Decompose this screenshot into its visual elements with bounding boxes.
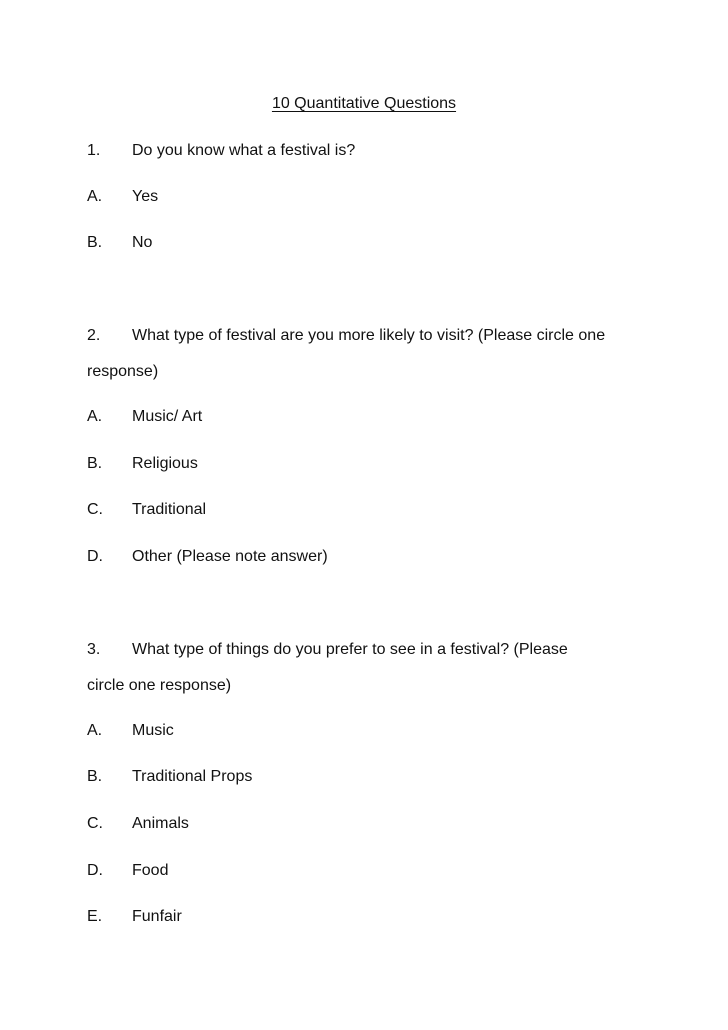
option-text: No	[132, 234, 153, 251]
option-letter: B.	[87, 455, 103, 472]
question-3-option-a	[87, 721, 174, 741]
document-title	[0, 94, 728, 114]
question-text-line-2: circle one response)	[87, 677, 232, 694]
option-letter: E.	[87, 908, 103, 925]
question-2-continuation	[87, 362, 158, 382]
option-letter: B.	[87, 234, 103, 251]
option-text: Traditional	[132, 501, 207, 518]
question-2	[87, 326, 605, 346]
option-text: Religious	[132, 455, 198, 472]
question-3	[87, 640, 568, 660]
question-3-option-c	[87, 814, 189, 834]
question-3-option-d	[87, 861, 168, 881]
option-letter: C.	[87, 501, 103, 518]
question-3-option-e	[87, 907, 182, 927]
option-letter: D.	[87, 548, 103, 565]
option-letter: D.	[87, 862, 103, 879]
option-letter: A.	[87, 188, 103, 205]
question-2-option-b	[87, 454, 198, 474]
question-text-line-1: What type of things do you prefer to see in a festival? (Please	[132, 641, 568, 658]
question-2-option-c	[87, 500, 206, 520]
question-number: 1.	[87, 142, 101, 159]
question-2-option-a	[87, 407, 202, 427]
option-letter: B.	[87, 768, 103, 785]
question-text: Do you know what a festival is?	[132, 142, 356, 159]
question-1-option-b	[87, 233, 152, 253]
option-letter: A.	[87, 722, 103, 739]
question-1-option-a	[87, 187, 158, 207]
option-text: Other (Please note answer)	[132, 548, 328, 565]
option-letter: A.	[87, 408, 103, 425]
question-2-option-d	[87, 547, 328, 567]
option-text: Music	[132, 722, 174, 739]
option-text: Traditional Props	[132, 768, 253, 785]
option-letter: C.	[87, 815, 103, 832]
option-text: Food	[132, 862, 169, 879]
option-text: Funfair	[132, 908, 182, 925]
question-1	[87, 141, 355, 161]
question-text-line-1: What type of festival are you more likely to visit? (Please circle one	[132, 327, 606, 344]
document-title-text: 10 Quantitative Questions	[271, 95, 457, 112]
question-3-continuation	[87, 676, 231, 696]
question-text-line-2: response)	[87, 363, 159, 380]
option-text: Yes	[132, 188, 159, 205]
question-number: 3.	[87, 641, 101, 658]
question-number: 2.	[87, 327, 101, 344]
option-text: Animals	[132, 815, 189, 832]
option-text: Music/ Art	[132, 408, 203, 425]
question-3-option-b	[87, 767, 252, 787]
